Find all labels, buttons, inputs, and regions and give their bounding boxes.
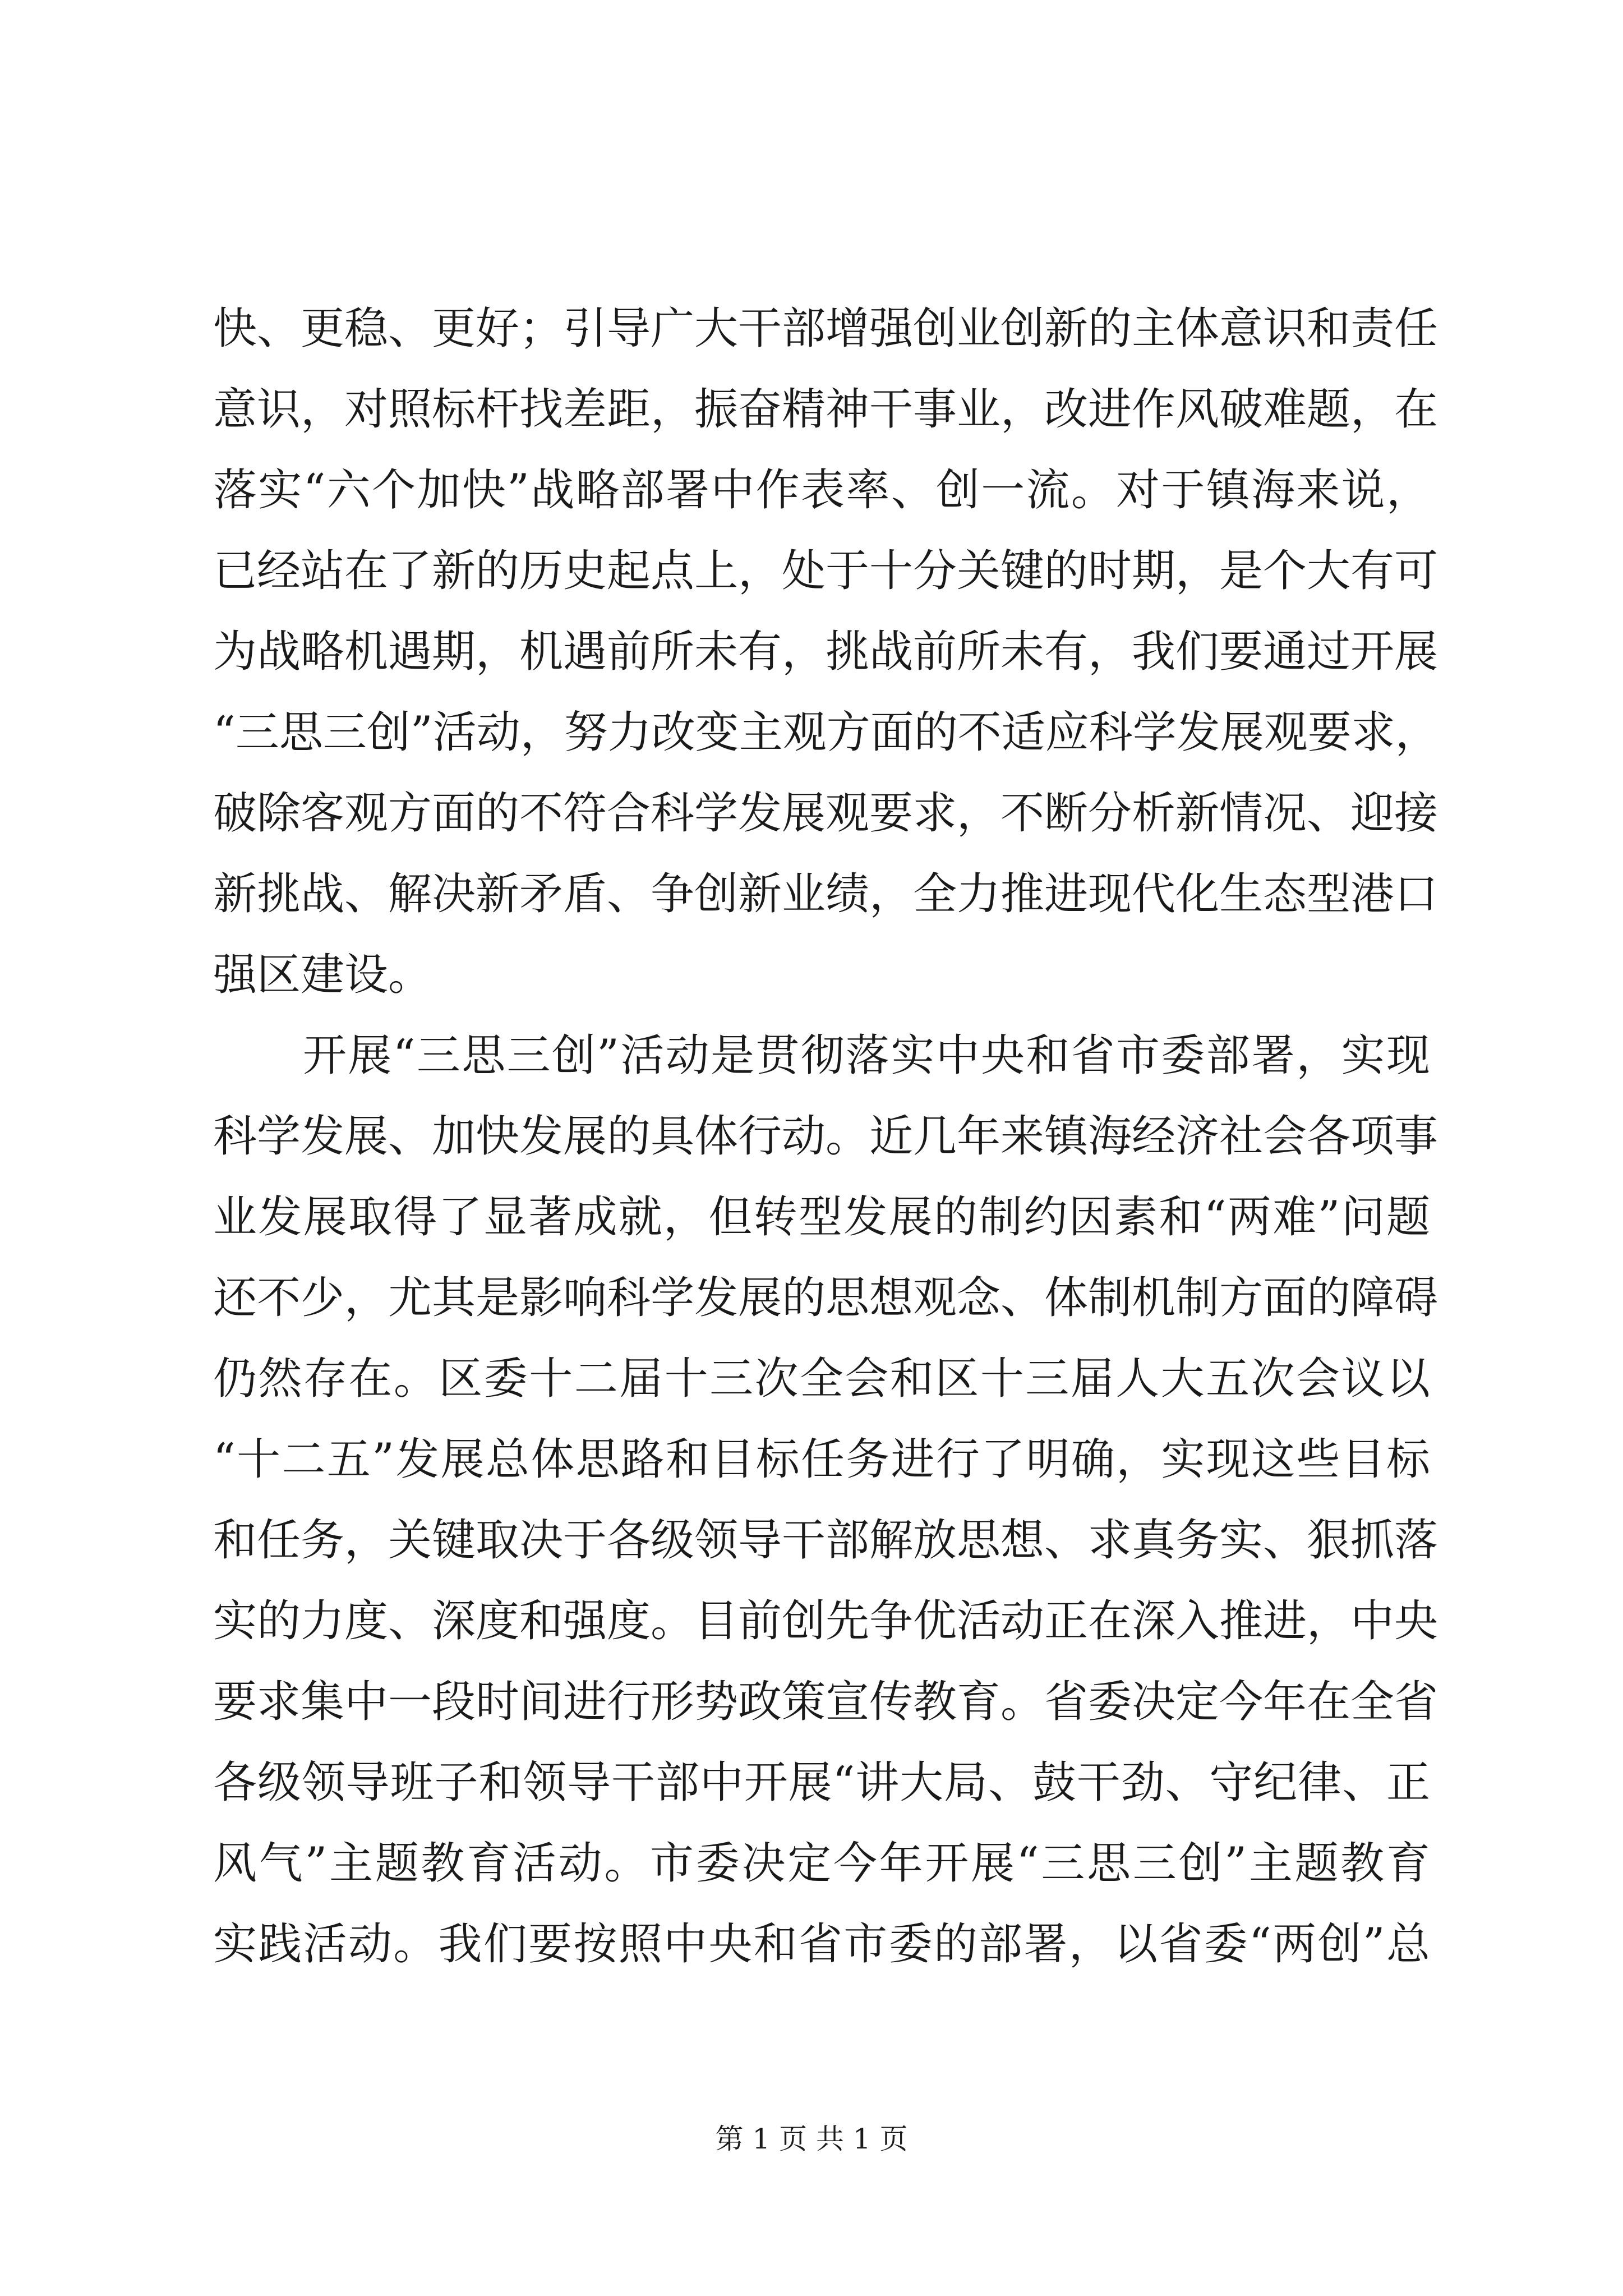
- paragraph-line: 为战略机遇期，机遇前所未有，挑战前所未有，我们要通过开展: [213, 627, 1438, 677]
- paragraph-line: 落实“六个加快”战略部署中作表率、创一流。对于镇海来说，: [213, 465, 1430, 516]
- paragraph-line: 快、更稳、更好；引导广大干部增强创业创新的主体意识和责任: [213, 303, 1438, 354]
- paragraph-line: 破除客观方面的不符合科学发展观要求，不断分析新情况、迎接: [213, 788, 1438, 839]
- paragraph-line: 仍然存在。区委十二届十三次全会和区十三届人大五次会议以: [213, 1354, 1430, 1404]
- paragraph-line: 实的力度、深度和强度。目前创先争优活动正在深入推进，中央: [213, 1596, 1438, 1646]
- paragraph-line: 科学发展、加快发展的具体行动。近几年来镇海经济社会各项事: [213, 1111, 1438, 1162]
- paragraph-2: [213, 1015, 1438, 1985]
- paragraph-line: 还不少，尤其是影响科学发展的思想观念、体制机制方面的障碍: [213, 1273, 1438, 1323]
- paragraph-line: “三思三创”活动，努力改变主观方面的不适应科学发展观要求，: [213, 707, 1439, 758]
- paragraph-line: 已经站在了新的历史起点上，处于十分关键的时期，是个大有可: [213, 546, 1438, 596]
- paragraph-line: 要求集中一段时间进行形势政策宣传教育。省委决定今年在全省: [213, 1677, 1438, 1727]
- page-number-footer: 第 1 页 共 1 页: [715, 2123, 908, 2155]
- document-body: [213, 288, 1439, 1985]
- paragraph-line: 各级领导班子和领导干部中开展“讲大局、鼓干劲、守纪律、正: [213, 1757, 1430, 1808]
- paragraph-line: 和任务，关键取决于各级领导干部解放思想、求真务实、狠抓落: [213, 1515, 1438, 1566]
- paragraph-line: 开展“三思三创”活动是贯彻落实中央和省市委部署，实现: [303, 1030, 1430, 1081]
- paragraph-line: 实践活动。我们要按照中央和省市委的部署，以省委“两创”总: [213, 1919, 1430, 1970]
- paragraph-line: 强区建设。: [213, 950, 432, 1000]
- paragraph-line: 意识，对照标杆找差距，振奋精神干事业，改进作风破难题，在: [213, 384, 1438, 435]
- paragraph-line: 新挑战、解决新矛盾、争创新业绩，全力推进现代化生态型港口: [213, 869, 1438, 919]
- paragraph-line: “十二五”发展总体思路和目标任务进行了明确，实现这些目标: [213, 1434, 1430, 1485]
- paragraph-line: 业发展取得了显著成就，但转型发展的制约因素和“两难”问题: [213, 1192, 1430, 1243]
- paragraph-1: [213, 288, 1439, 1015]
- paragraph-line: 风气”主题教育活动。市委决定今年开展“三思三创”主题教育: [213, 1838, 1430, 1889]
